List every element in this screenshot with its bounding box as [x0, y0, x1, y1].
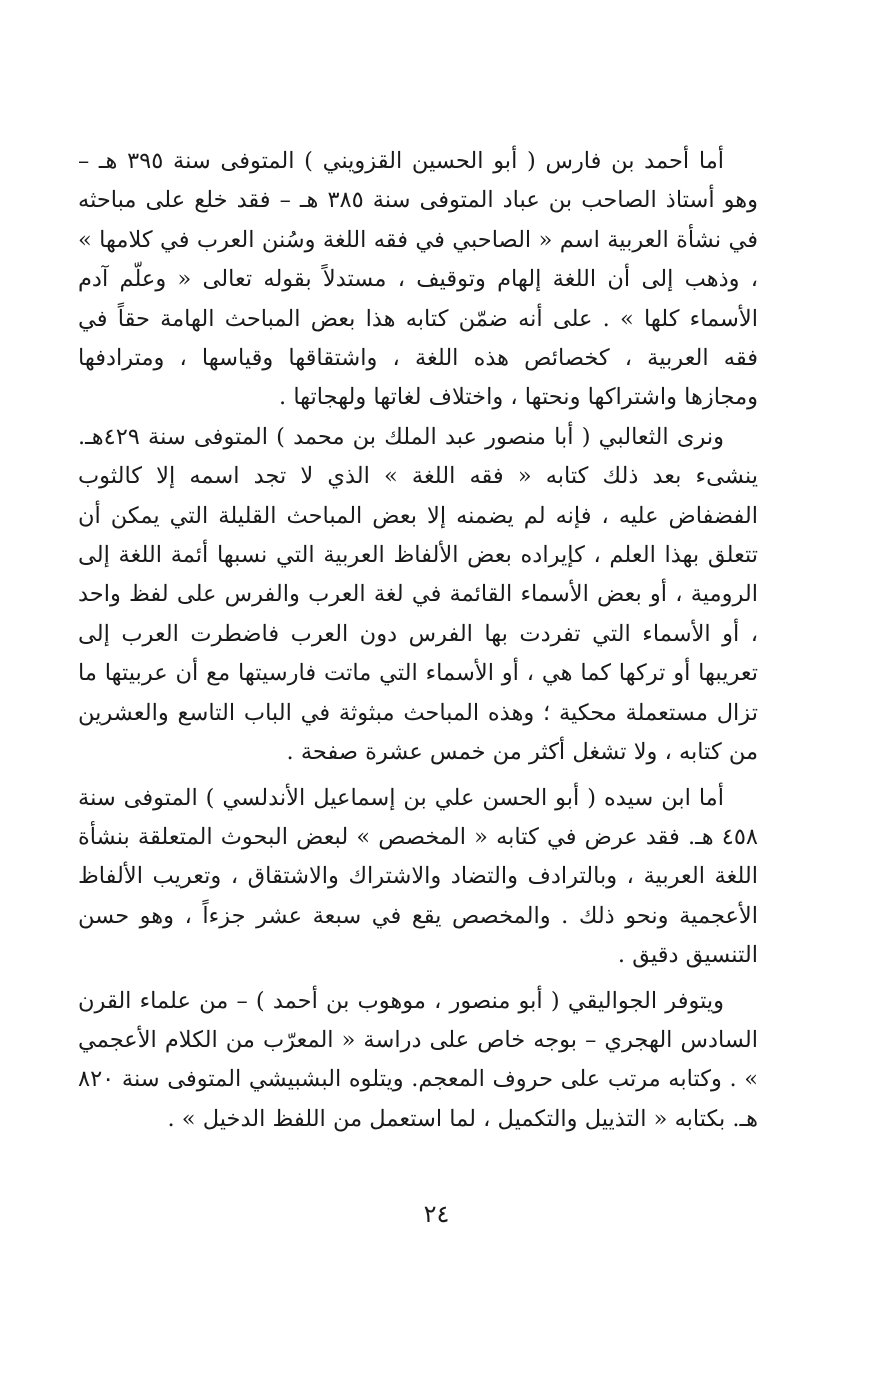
paragraph-thaalibi: ونرى الثعالبي ( أبا منصور عبد الملك بن محمد ) المتوفى سنة ٤٢٩هـ. ينشىء بعد ذلك كتابه « فقه اللغة » الذي لا تجد اسمه إلا كالثوب الفضفاض عليه ، فإنه لم يضمنه إلا بعض المباحث القليلة التي يمكن أن تتعلق بهذا العلم ، كإيراده بعض الألفاظ العربية التي نسبها أئمة اللغة إلى الرومية ، أو بعض الأسماء القائمة في لغة العرب والفرس على لفظ واحد ، أو الأسماء التي تفردت بها الفرس دون العرب فاضطرت العرب إلى تعريبها أو تركها كما هي ، أو الأسماء التي ماتت فارسيتها مع أن عربيتها ما تزال مستعملة محكية ؛ وهذه المباحث مبثوثة في الباب التاسع والعشرين من كتابه ، ولا تشغل أكثر من خمس عشرة صفحة .	[78, 423, 758, 766]
paragraph-ibn-faris: أما أحمد بن فارس ( أبو الحسين القزويني ) المتوفى سنة ٣٩٥ هـ – وهو أستاذ الصاحب بن عباد المتوفى سنة ٣٨٥ هـ – فقد خلع على مباحثه في نشأة العربية اسم « الصاحبي في فقه اللغة وسُنن العرب في كلامها » ، وذهب إلى أن اللغة إلهام وتوقيف ، مستدلاً بقوله تعالى « وعلّم آدم الأسماء كلها » . على أنه ضمّن كتابه هذا بعض المباحث الهامة حقاً في فقه العربية ، كخصائص هذه اللغة ، واشتقاقها وقياسها ، ومترادفها ومجازها واشتراكها ونحتها ، واختلاف لغاتها ولهجاتها .	[78, 148, 758, 411]
body-text	[78, 142, 758, 1139]
page-number: ٢٤	[423, 1200, 450, 1228]
paragraph-jawaliqi: ويتوفر الجواليقي ( أبو منصور ، موهوب بن أحمد ) – من علماء القرن السادس الهجري – بوجه خاص على دراسة « المعرّب من الكلام الأعجمي » . وكتابه مرتب على حروف المعجم. ويتلوه البشبيشي المتوفى سنة ٨٢٠ هـ. بكتابه « التذييل والتكميل ، لما استعمل من اللفظ الدخيل » .	[78, 987, 758, 1132]
paragraph-ibn-sidah: أما ابن سيده ( أبو الحسن علي بن إسماعيل الأندلسي ) المتوفى سنة ٤٥٨ هـ. فقد عرض في كتابه « المخصص » لبعض البحوث المتعلقة بنشأة اللغة العربية ، وبالترادف والتضاد والاشتراك والاشتقاق ، وتعريب الألفاظ الأعجمية ونحو ذلك . والمخصص يقع في سبعة عشر جزءاً ، وهو حسن التنسيق دقيق .	[78, 784, 758, 969]
